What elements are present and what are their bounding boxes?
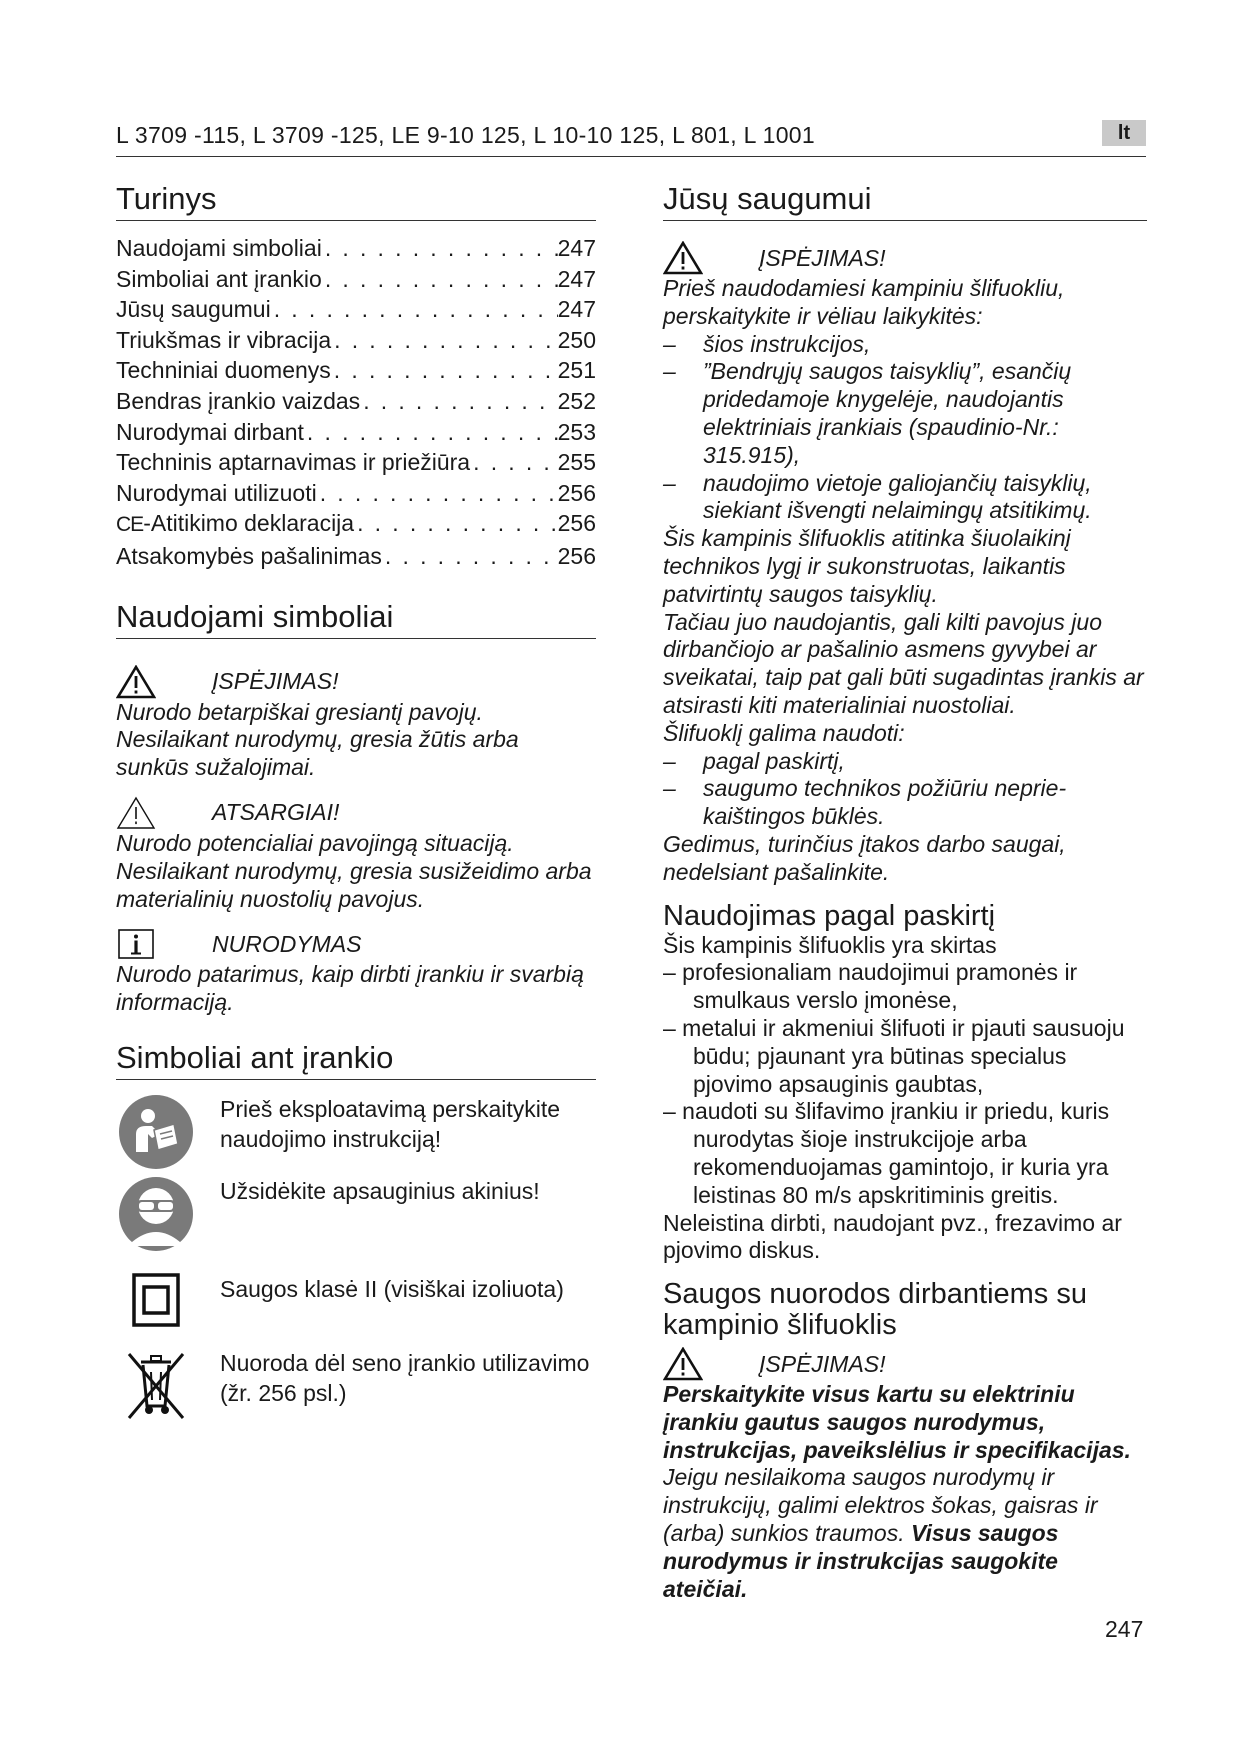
caution-notice	[116, 796, 596, 913]
safety-paragraph: Šis kampinis šlifuoklis atitinka šiuolaikinį technikos lygį ir sukonstruotas, laikantis patvirtintų saugos taisyklių.	[663, 525, 1071, 607]
note-notice	[116, 927, 596, 1017]
grinder-safety-text: Perskaitykite visus kartu su elektriniu įrankiu gautus saugos nurodymus, instrukcijas, paveikslėlius ir specifikacijas.	[663, 1381, 1131, 1463]
left-column	[116, 180, 596, 1428]
toc-entry-title: Naudojami simboliai	[116, 235, 322, 261]
list-item: – metalui ir akmeniui šlifuoti ir pjauti sausuoju būdu; pjaunant yra būtinas specialus pjovimo apsauginis gaubtas,	[663, 1014, 1125, 1097]
safety-heading: Jūsų saugumui	[663, 180, 1147, 221]
caution-triangle-icon	[116, 796, 156, 830]
safety-goggles-icon	[118, 1176, 194, 1252]
caution-description: Nurodo potencialiai pavojingą situaciją. Nesilaikant nurodymų, gresia susižeidimo arba materialinių nuostolių pavojus.	[116, 829, 592, 912]
safety-intro: Prieš naudodamiesi kampiniu šlifuokliu, perskaitykite ir vėliau laikykitės:	[663, 275, 1065, 329]
warning-label: ĮSPĖJIMAS!	[759, 244, 886, 271]
tool-symbol-text: Nuoroda dėl seno įrankio utilizavimo (žr. 256 psl.)	[220, 1349, 590, 1406]
toc-entry[interactable]	[116, 447, 596, 478]
safety-paragraph: Tačiau juo naudojantis, gali kilti pavojus juo dirbančiojo ar pašalinio asmens gyvybei ar sveikatai, taip pat gali būti sugadintas įrankis ar atsirasti kiti materialiniai nuostoliai.	[663, 608, 1144, 718]
toc-leader	[322, 233, 558, 264]
list-item: – šios instrukcijos,	[663, 330, 871, 357]
toc-leader	[271, 294, 558, 325]
table-of-contents	[116, 233, 596, 572]
toc-entry-page: 256	[557, 479, 596, 506]
toc-leader	[322, 264, 558, 295]
weee-disposal-icon	[123, 1348, 189, 1420]
intended-use-intro: Šis kampinis šlifuoklis yra skirtas	[663, 931, 997, 958]
toc-entry-title: Nurodymai dirbant	[116, 418, 304, 445]
list-item: – saugumo technikos požiūriu nepriekaištingos būklės.	[663, 775, 1067, 830]
grinder-safety-heading: Saugos nuorodos dirbantiems su kampinio šlifuoklis	[663, 1278, 1087, 1342]
warning-triangle-icon	[663, 241, 703, 275]
toc-entry-title: Nurodymai utilizuoti	[116, 479, 317, 506]
toc-entry-page: 251	[557, 357, 596, 384]
toc-entry[interactable]	[116, 508, 596, 541]
intended-use-heading: Naudojimas pagal paskirtį	[663, 899, 996, 932]
tool-symbol-text: Prieš eksploatavimą perskaitykite naudojimo instrukciją!	[220, 1095, 561, 1152]
safety-warning	[663, 241, 1147, 887]
toc-entry[interactable]	[116, 233, 596, 264]
toc-heading: Turinys	[116, 180, 596, 221]
toc-leader	[317, 478, 558, 509]
list-item: – pagal paskirtį,	[663, 747, 845, 774]
info-icon	[116, 927, 156, 961]
list-item: – naudoti su šlifavimo įrankiu ir priedu, kuris nurodytas šioje instrukcijoje arba rekomenduojamas gamintojo, ir kuria yra leistinas 80 m/s apskritiminis greitis.	[663, 1098, 1110, 1208]
warning-triangle-icon	[116, 665, 156, 699]
warning-label: ĮSPĖJIMAS!	[759, 1350, 886, 1377]
toc-entry-title: Simboliai ant įrankio	[116, 265, 322, 292]
toc-leader	[304, 417, 558, 448]
toc-entry[interactable]	[116, 355, 596, 386]
page-header	[116, 120, 1146, 157]
list-item: – profesionaliam naudojimui pramonės ir smulkaus verslo įmonėse,	[663, 959, 1078, 1014]
toc-entry-page: 252	[557, 387, 596, 414]
toc-entry-page: 256	[557, 510, 596, 537]
toc-leader	[382, 541, 558, 572]
right-column	[663, 180, 1147, 1603]
toc-entry[interactable]	[116, 294, 596, 325]
warning-notice	[116, 665, 596, 782]
warning-label: ĮSPĖJIMAS!	[212, 668, 339, 695]
grinder-safety-warning	[663, 1347, 1147, 1603]
grinder-safety-text: Jeigu nesilaikoma saugos nurodymų ir instrukcijų, galimi elektros šokas, gaisras ir (arba) sunkios traumos.	[663, 1464, 1098, 1547]
tool-symbol-row	[116, 1176, 596, 1262]
toc-entry[interactable]	[116, 386, 596, 417]
toc-entry-page: 247	[557, 296, 596, 323]
language-badge: lt	[1102, 120, 1146, 146]
toc-entry-page: 253	[557, 418, 596, 445]
grinder-safety-text-bold: Visus saugos nurodymus ir instrukcijas saugokite ateičiai.	[663, 1520, 1059, 1602]
tool-symbol-row	[116, 1348, 596, 1428]
toc-entry[interactable]	[116, 264, 596, 295]
toc-entry[interactable]	[116, 541, 596, 572]
safety-paragraph: Gedimus, turinčius įtakos darbo saugai, nedelsiant pašalinkite.	[663, 830, 1066, 885]
toc-leader	[360, 386, 557, 417]
toc-entry-page: 247	[557, 265, 596, 292]
toc-entry-page: 250	[557, 326, 596, 353]
toc-entry-title-text: -Atitikimo deklaracija	[143, 510, 355, 537]
toc-leader	[331, 355, 558, 386]
safety-paragraph: Šlifuoklį galima naudoti:	[663, 719, 905, 746]
note-description: Nurodo patarimus, kaip dirbti įrankiu ir svarbią informaciją.	[116, 961, 584, 1016]
toc-entry[interactable]	[116, 417, 596, 448]
tool-symbol-text: Saugos klasė II (visiškai izoliuota)	[220, 1275, 564, 1302]
toc-leader	[470, 447, 558, 478]
protection-class-ii-icon	[131, 1272, 181, 1328]
tool-symbols-heading: Simboliai ant įrankio	[116, 1039, 596, 1080]
warning-description: Nurodo betarpiškai gresiantį pavojų. Nesilaikant nurodymų, gresia žūtis arba sunkūs sužalojimai.	[116, 698, 519, 781]
toc-entry-page: 255	[557, 449, 596, 476]
toc-entry-title: Techniniai duomenys	[116, 357, 331, 384]
list-item: – ”Bendrųjų saugos taisyklių”, esančių pridedamoje knygelėje, naudojantis elektriniais įrankiais (spaudinio-Nr.: 315.915),	[663, 358, 1072, 468]
toc-entry-title: Techninis aptarnavimas ir priežiūra	[116, 449, 471, 476]
tool-symbol-text: Užsidėkite apsauginius akinius!	[220, 1177, 540, 1204]
toc-entry-title: Triukšmas ir vibracija	[116, 326, 332, 353]
tool-symbol-row	[116, 1266, 596, 1336]
ce-mark-icon: CE	[116, 513, 144, 537]
page-number: 247	[1105, 1616, 1144, 1642]
toc-entry-title	[116, 508, 354, 541]
model-list: L 3709 -115, L 3709 -125, LE 9-10 125, L 10-10 125, L 801, L 1001	[116, 122, 815, 148]
tool-symbol-list	[116, 1094, 596, 1428]
toc-entry-page: 256	[557, 542, 596, 569]
toc-entry-title: Atsakomybės pašalinimas	[116, 542, 382, 569]
list-item: – naudojimo vietoje galiojančių taisyklių, siekiant išvengti nelaimingų atsitikimų.	[663, 469, 1092, 524]
warning-triangle-icon	[663, 1347, 703, 1381]
toc-entry[interactable]	[116, 325, 596, 356]
toc-leader	[331, 325, 558, 356]
intended-use-note: Neleistina dirbti, naudojant pvz., frezavimo ar pjovimo diskus.	[663, 1209, 1122, 1264]
toc-entry[interactable]	[116, 478, 596, 509]
toc-leader	[354, 508, 558, 541]
read-manual-icon	[118, 1094, 194, 1170]
toc-entry-title: Bendras įrankio vaizdas	[116, 387, 361, 414]
toc-entry-title: Jūsų saugumui	[116, 296, 271, 323]
tool-symbol-row	[116, 1094, 596, 1172]
toc-entry-page: 247	[557, 235, 596, 261]
note-label: NURODYMAS	[212, 930, 362, 957]
symbols-heading: Naudojami simboliai	[116, 598, 596, 639]
caution-label: ATSARGIAI!	[212, 799, 340, 826]
